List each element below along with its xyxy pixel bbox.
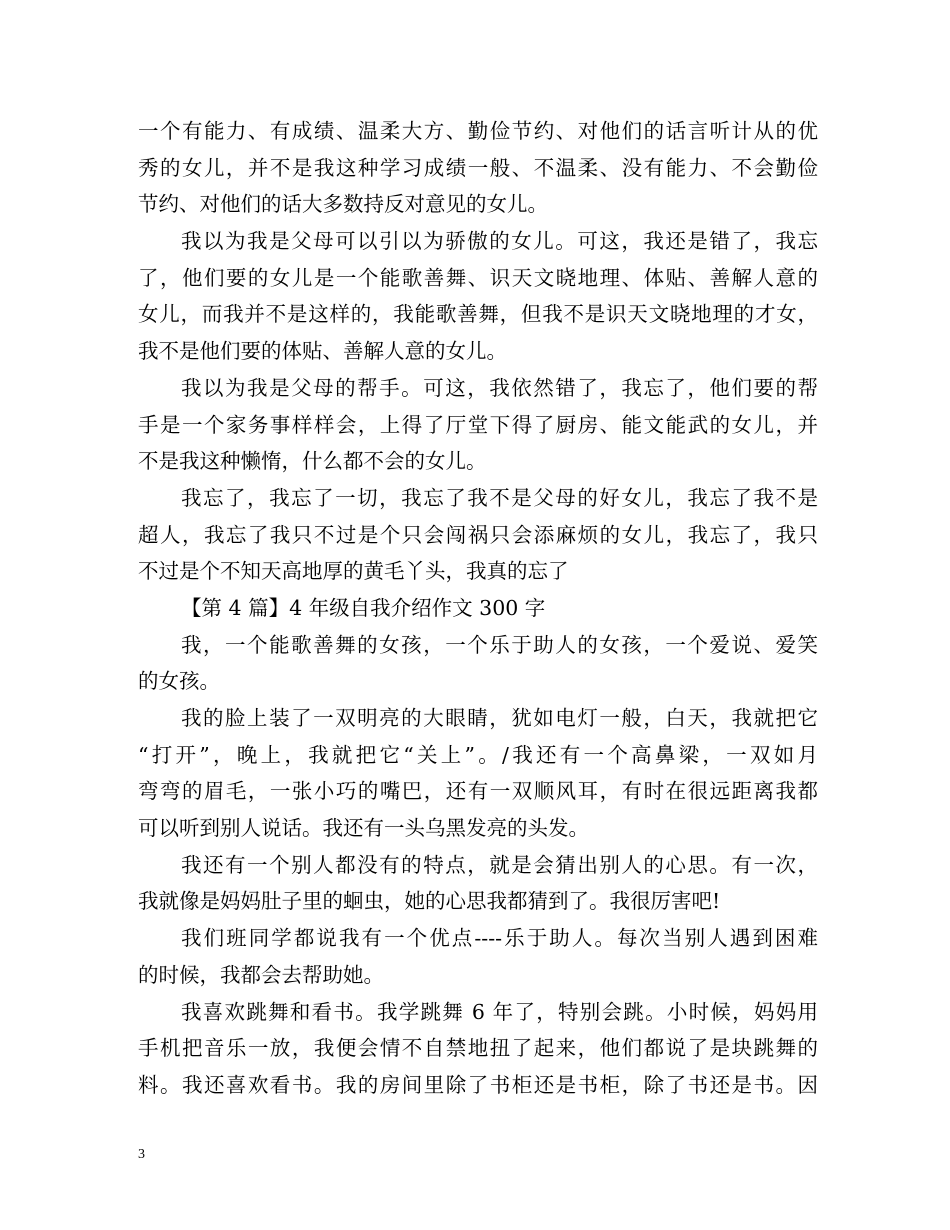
page-number: 3: [138, 1147, 145, 1162]
text-line: 秀的女儿，并不是我这种学习成绩一般、不温柔、没有能力、不会勤俭: [138, 155, 818, 180]
text-line: 我喜欢跳舞和看书。我学跳舞 6 年了，特别会跳。小时候，妈妈用: [181, 999, 818, 1024]
text-line: 的时候，我都会去帮助她。: [138, 962, 384, 987]
document-body: [138, 113, 818, 1104]
text-line: 弯弯的眉毛，一张小巧的嘴巴，还有一双顺风耳，有时在很远距离我都: [138, 779, 818, 804]
text-line: 我以为我是父母的帮手。可这，我依然错了，我忘了，他们要的帮: [181, 375, 818, 400]
text-line: 的女孩。: [138, 669, 220, 694]
text-line: 手机把音乐一放，我便会情不自禁地扭了起来，他们都说了是块跳舞的: [138, 1036, 818, 1061]
text-line: 一个有能力、有成绩、温柔大方、勤俭节约、对他们的话言听计从的优: [138, 119, 818, 143]
text-line: “打开”，晚上，我就把它“关上”。/我还有一个高鼻梁，一双如月: [138, 742, 818, 767]
text-line: 我不是他们要的体贴、善解人意的女儿。: [138, 339, 507, 364]
text-line: 不是我这种懒惰，什么都不会的女儿。: [138, 449, 487, 474]
text-line: 手是一个家务事样样会，上得了厅堂下得了厨房、能文能武的女儿，并: [138, 412, 818, 437]
text-line: 料。我还喜欢看书。我的房间里除了书柜还是书柜，除了书还是书。因: [138, 1072, 818, 1097]
text-line: 女儿，而我并不是这样的，我能歌善舞，但我不是识天文晓地理的才女，: [138, 302, 818, 327]
text-line: 超人，我忘了我只不过是个只会闯祸只会添麻烦的女儿，我忘了，我只: [138, 522, 818, 547]
text-line: 我就像是妈妈肚子里的蛔虫，她的心思我都猜到了。我很厉害吧!: [138, 889, 721, 914]
text-line: 不过是个不知天高地厚的黄毛丫头，我真的忘了: [138, 559, 569, 584]
text-line: 可以听到别人说话。我还有一头乌黑发亮的头发。: [138, 816, 589, 841]
text-line: 节约、对他们的话大多数持反对意见的女儿。: [138, 192, 548, 217]
text-line: 了，他们要的女儿是一个能歌善舞、识天文晓地理、体贴、善解人意的: [138, 265, 818, 290]
text-line: 我还有一个别人都没有的特点，就是会猜出别人的心思。有一次，: [181, 852, 818, 877]
text-line: 我，一个能歌善舞的女孩，一个乐于助人的女孩，一个爱说、爱笑: [181, 632, 818, 657]
text-line: 【第 4 篇】4 年级自我介绍作文 300 字: [181, 595, 546, 620]
text-line: 我们班同学都说我有一个优点----乐于助人。每次当别人遇到困难: [181, 926, 818, 951]
text-line: 我的脸上装了一双明亮的大眼睛，犹如电灯一般，白天，我就把它: [181, 706, 818, 730]
text-line: 我以为我是父母可以引以为骄傲的女儿。可这，我还是错了，我忘: [181, 229, 818, 254]
text-line: 我忘了，我忘了一切，我忘了我不是父母的好女儿，我忘了我不是: [181, 485, 818, 510]
